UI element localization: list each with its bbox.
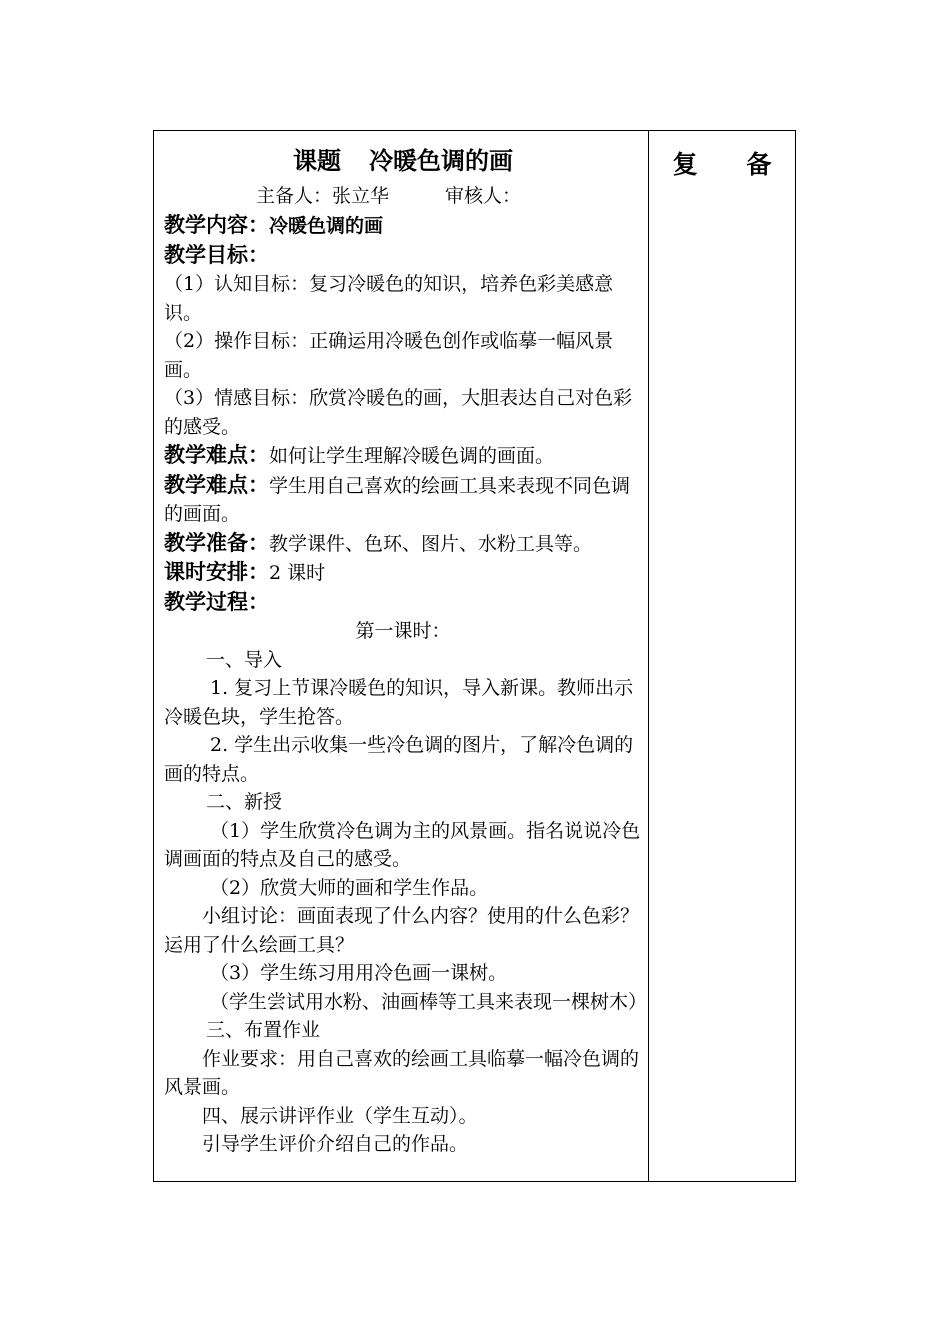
teaching-content-label: 教学内容：: [164, 212, 269, 237]
group-discussion: 小组讨论：画面表现了什么内容？使用的什么色彩？运用了什么绘画工具？: [164, 905, 640, 956]
teach-1: （1）学生欣赏冷色调为主的风景画。指名说说冷色调画面的特点及自己的感受。: [164, 819, 641, 870]
lesson-content-column: [164, 143, 648, 1159]
homework: 作业要求：用自己喜欢的绘画工具临摹一幅冷色调的风景画。: [164, 1047, 640, 1098]
section-4-heading: 四、展示讲评作业（学生互动）。: [202, 1104, 478, 1127]
goals-label: 教学目标：: [164, 241, 269, 267]
prep-label: 教学准备：: [164, 529, 269, 555]
process-heading: [164, 588, 642, 618]
preparer: 主备人：张立华: [256, 185, 390, 207]
review-column-label: 复 备: [672, 150, 792, 179]
goals-heading: [164, 241, 642, 271]
difficulty-2: [164, 471, 642, 529]
teach-2: （2）欣赏大师的画和学生作品。: [210, 876, 489, 899]
prep-value: 教学课件、色环、图片、水粉工具等。: [269, 532, 593, 555]
section-2-heading: 二、新授: [206, 791, 283, 813]
title-label: 课题: [293, 146, 341, 175]
schedule: [164, 558, 642, 588]
difficulty-value-1: 如何让学生理解冷暖色调的画面。: [269, 445, 555, 467]
step-2: 2. 学生出示收集一些冷色调的图片，了解冷色调的画的特点。: [164, 734, 634, 785]
process-label: 教学过程：: [164, 588, 269, 614]
guide: 引导学生评价介绍自己的作品。: [202, 1133, 469, 1155]
teach-3-note: （学生尝试用水粉、油画棒等工具来表现一棵树木）: [210, 990, 648, 1013]
teaching-content-value: 冷暖色调的画: [269, 215, 384, 237]
teaching-content: [164, 211, 642, 241]
step-1: 1. 复习上节课冷暖色的知识，导入新课。教师出示冷暖色块，学生抢答。: [164, 677, 634, 728]
section-3-heading: 三、布置作业: [206, 1019, 321, 1041]
byline: [164, 181, 642, 211]
difficulty-1: [164, 441, 642, 471]
goal-3: （3）情感目标：欣赏冷暖色的画，大胆表达自己对色彩的感受。: [164, 387, 633, 438]
difficulty-label-2: 教学难点：: [164, 471, 269, 497]
column-divider: [648, 131, 649, 1181]
teaching-prep: [164, 529, 642, 559]
session-1-heading: 第一课时：: [355, 620, 451, 642]
difficulty-label-1: 教学难点：: [164, 442, 269, 467]
reviewer: 审核人：: [445, 185, 522, 207]
lesson-title: [164, 143, 642, 179]
goal-2: （2）操作目标：正确运用冷暖色创作或临摹一幅风景画。: [164, 330, 614, 381]
lesson-plan-table: [153, 130, 796, 1182]
title-text: 冷暖色调的画: [369, 146, 513, 175]
section-1-heading: 一、导入: [206, 648, 283, 671]
goal-1: （1）认知目标：复习冷暖色的知识，培养色彩美感意识。: [164, 273, 614, 324]
schedule-value: 2 课时: [269, 562, 326, 584]
teach-3: （3）学生练习用用冷色画一课树。: [210, 962, 508, 984]
difficulty-value-2: 学生用自己喜欢的绘画工具来表现不同色调的画面。: [164, 474, 631, 525]
schedule-label: 课时安排：: [164, 559, 269, 584]
